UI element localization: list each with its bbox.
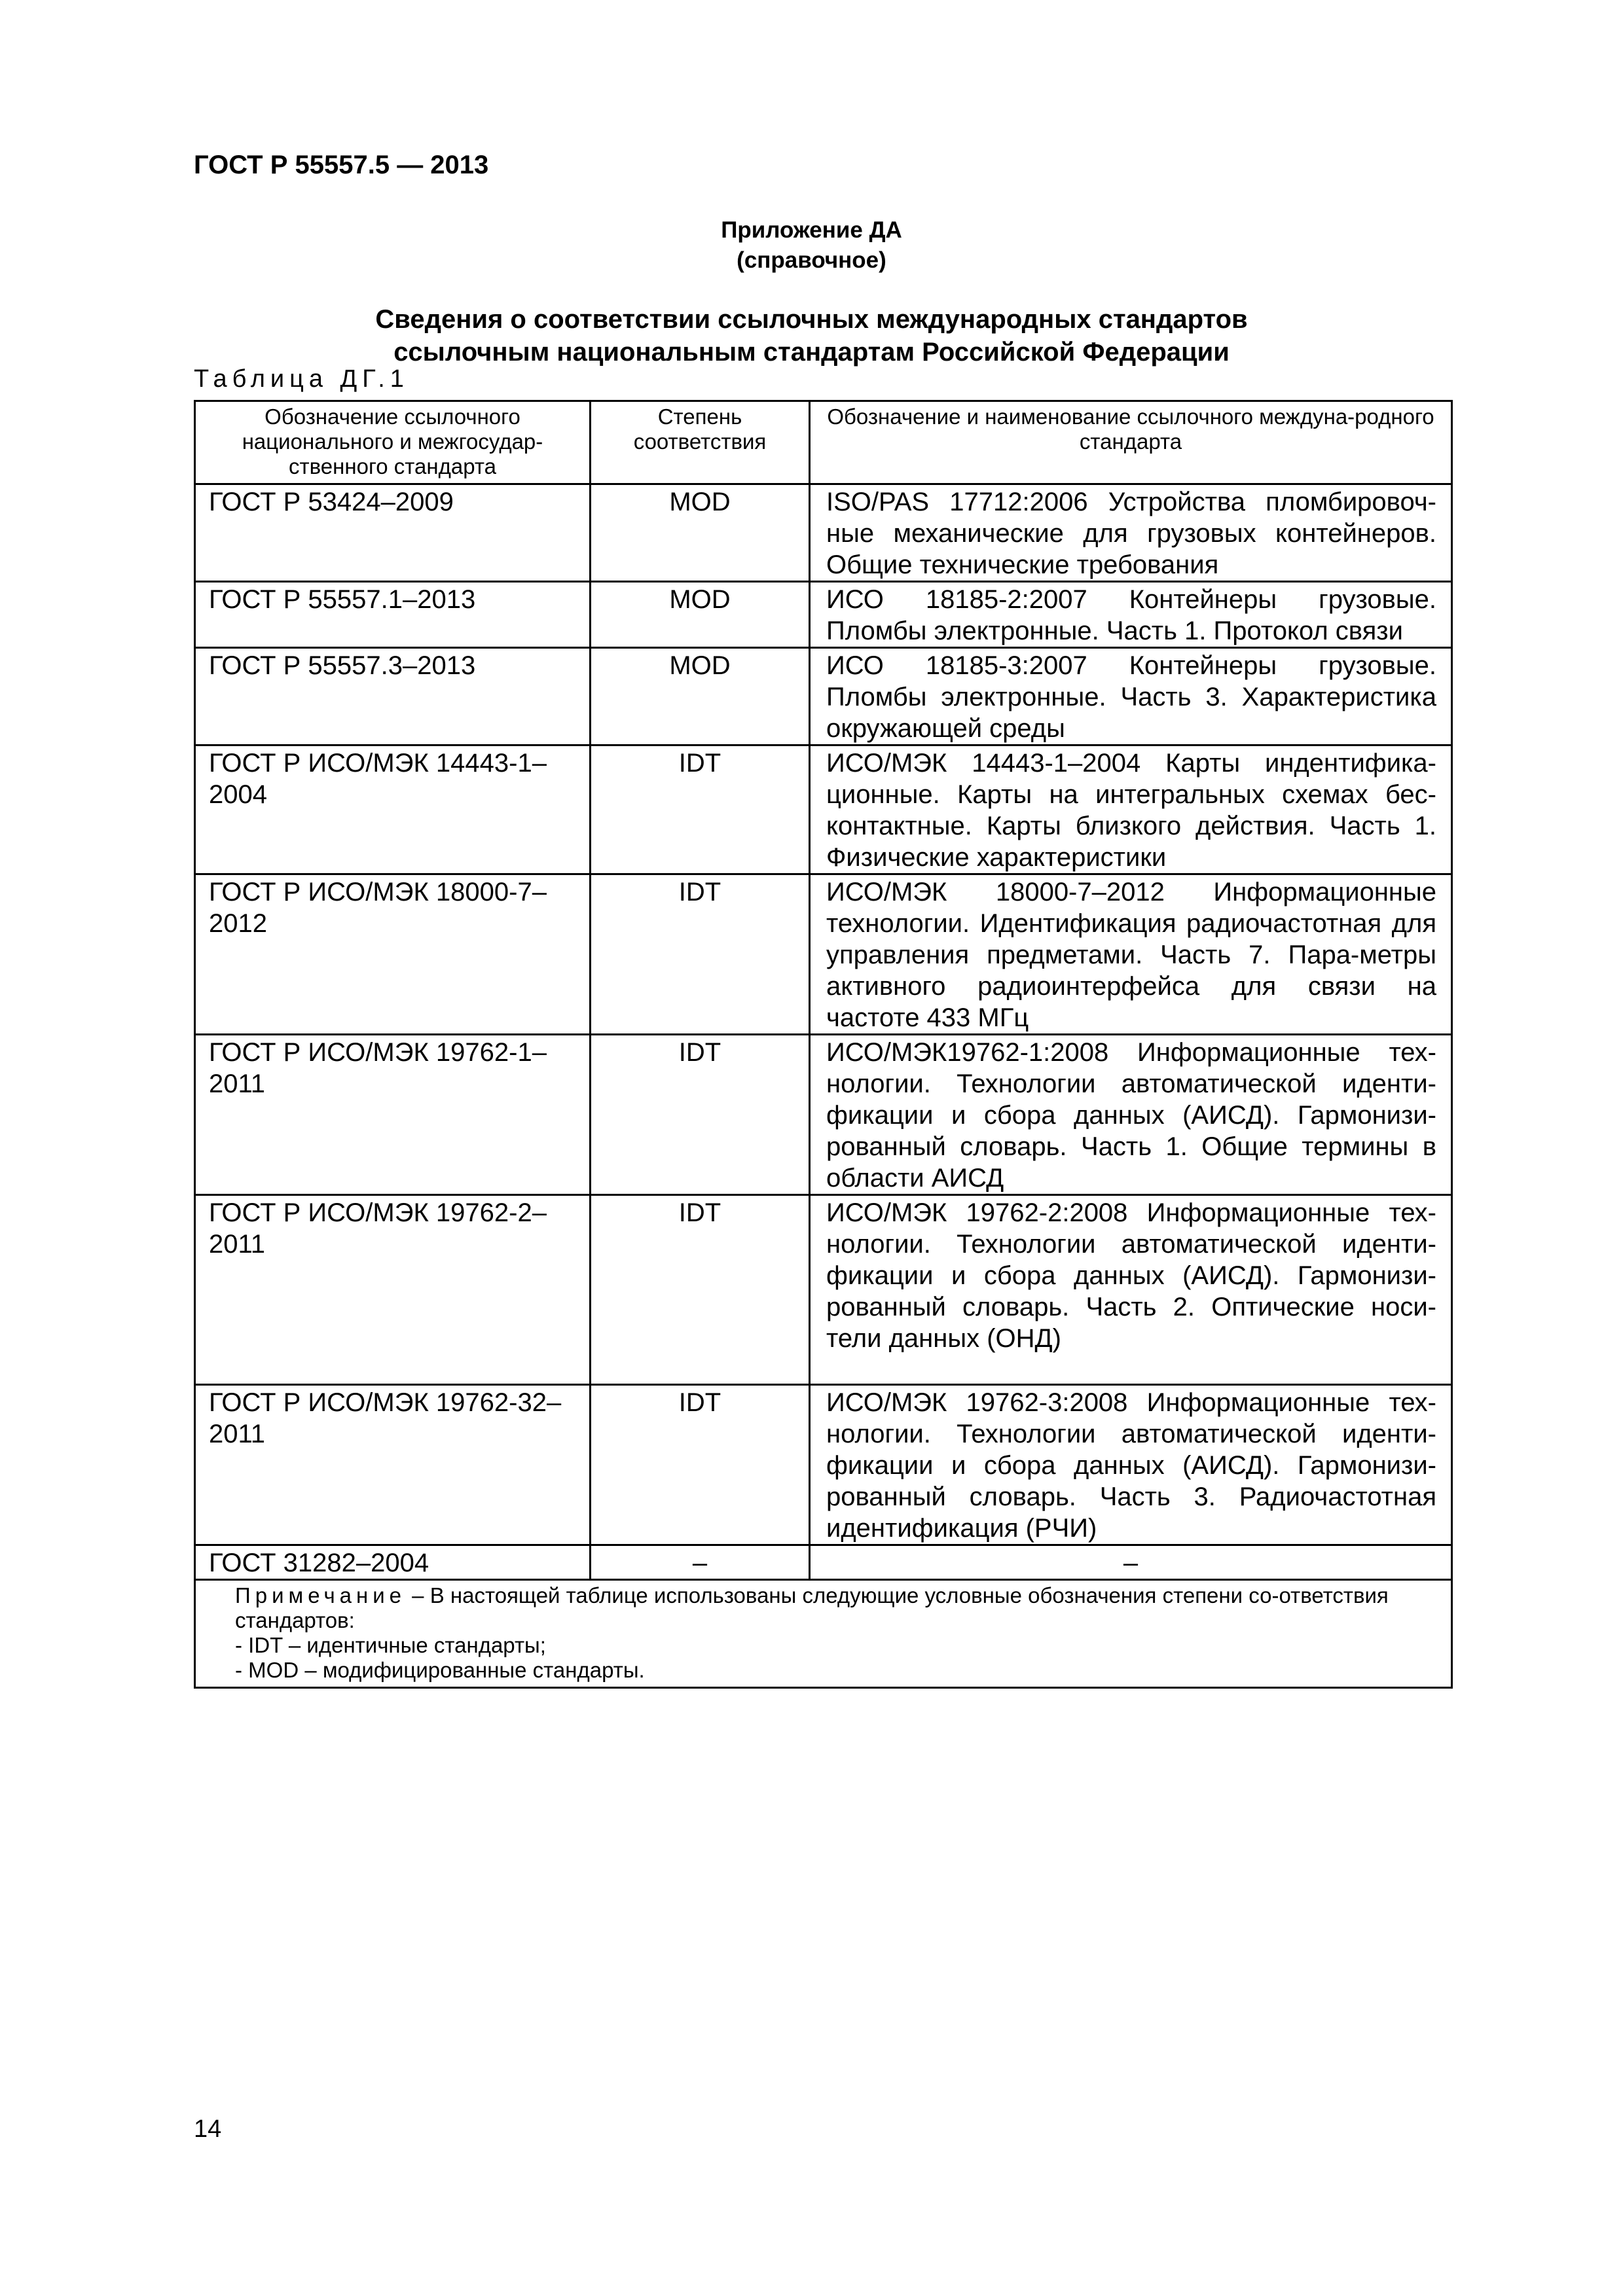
table-row: [195, 582, 1452, 648]
appendix-label: Приложение ДА: [721, 217, 902, 243]
degree-cell: IDT: [591, 745, 810, 874]
table-row: [195, 1385, 1452, 1545]
national-standard-cell: ГОСТ Р 55557.3–2013: [195, 648, 591, 745]
table-note-row: [195, 1580, 1452, 1688]
header-international-standard: Обозначение и наименование ссылочного междуна-родного стандарта: [810, 401, 1452, 484]
note-intro: – В настоящей таблице использованы следующие условные обозначения степени со-ответствия стандартов:: [235, 1583, 1389, 1632]
degree-cell: IDT: [591, 1035, 810, 1195]
international-standard-cell: ИСО 18185-2:2007 Контейнеры грузовые. Пломбы электронные. Часть 1. Протокол связи: [810, 582, 1452, 648]
note-item: - MOD – модифицированные стандарты.: [235, 1658, 645, 1682]
table-row: [195, 484, 1452, 582]
national-standard-cell: ГОСТ Р ИСО/МЭК 19762-32– 2011: [195, 1385, 591, 1545]
international-standard-cell: ИСО 18185-3:2007 Контейнеры грузовые. Пломбы электронные. Часть 3. Характеристика окружающей среды: [810, 648, 1452, 745]
national-standard-cell: ГОСТ Р ИСО/МЭК 19762-2–2011: [195, 1195, 591, 1385]
page-number: 14: [194, 2115, 222, 2143]
table-row: [195, 745, 1452, 874]
international-standard-cell: ИСО/МЭК 18000-7–2012 Информационные технологии. Идентификация радиочастотная для управления предметами. Часть 7. Пара-метры активного радиоинтерфейса для связи на частоте 433 МГц: [810, 874, 1452, 1035]
table-caption: Таблица ДГ.1: [194, 365, 409, 393]
document-header: ГОСТ Р 55557.5 — 2013: [194, 151, 489, 179]
international-standard-cell: –: [810, 1545, 1452, 1580]
international-standard-cell: ISO/PAS 17712:2006 Устройства пломбировоч-ные механические для грузовых контейнеров. Общие технические требования: [810, 484, 1452, 582]
degree-cell: –: [591, 1545, 810, 1580]
header-national-standard: Обозначение ссылочного национального и межгосудар-ственного стандарта: [195, 401, 591, 484]
table-note: [195, 1580, 1452, 1688]
header-degree: Степень соответствия: [591, 401, 810, 484]
international-standard-cell: ИСО/МЭК19762-1:2008 Информационные тех-нологии. Технологии автоматической иденти-фикации и сбора данных (АИСД). Гармонизи-рованный словарь. Часть 1. Общие термины в области АИСД: [810, 1035, 1452, 1195]
degree-cell: MOD: [591, 484, 810, 582]
degree-cell: IDT: [591, 1385, 810, 1545]
title-line-1: Сведения о соответствии ссылочных международных стандартов: [375, 305, 1248, 334]
table-row: [195, 874, 1452, 1035]
degree-cell: IDT: [591, 874, 810, 1035]
note-label: Примечание: [235, 1583, 407, 1607]
international-standard-cell: ИСО/МЭК 14443-1–2004 Карты индентифика-ционные. Карты на интегральных схемах бес-контактные. Карты близкого действия. Часть 1. Физические характеристики: [810, 745, 1452, 874]
national-standard-cell: ГОСТ Р ИСО/МЭК 18000-7–2012: [195, 874, 591, 1035]
title-line-2: ссылочным национальным стандартам Российской Федерации: [393, 338, 1230, 367]
table-row: [195, 1035, 1452, 1195]
national-standard-cell: ГОСТ Р 53424–2009: [195, 484, 591, 582]
appendix-kind: (справочное): [737, 247, 886, 273]
national-standard-cell: ГОСТ 31282–2004: [195, 1545, 591, 1580]
national-standard-cell: ГОСТ Р ИСО/МЭК 14443-1–2004: [195, 745, 591, 874]
degree-cell: MOD: [591, 648, 810, 745]
international-standard-cell: ИСО/МЭК 19762-2:2008 Информационные тех-нологии. Технологии автоматической иденти-фикации и сбора данных (АИСД). Гармонизи-рованный словарь. Часть 2. Оптические носи-тели данных (ОНД): [810, 1195, 1452, 1385]
degree-cell: IDT: [591, 1195, 810, 1385]
table-header-row: [195, 401, 1452, 484]
national-standard-cell: ГОСТ Р ИСО/МЭК 19762-1–2011: [195, 1035, 591, 1195]
national-standard-cell: ГОСТ Р 55557.1–2013: [195, 582, 591, 648]
table-row: [195, 648, 1452, 745]
international-standard-cell: ИСО/МЭК 19762-3:2008 Информационные тех-нологии. Технологии автоматической иденти-фикации и сбора данных (АИСД). Гармонизи-рованный словарь. Часть 3. Радиочастотная идентификация (РЧИ): [810, 1385, 1452, 1545]
note-text: [235, 1583, 1431, 1633]
degree-cell: MOD: [591, 582, 810, 648]
table-row: [195, 1545, 1452, 1580]
standards-table: [194, 400, 1453, 1689]
note-item: - IDT – идентичные стандарты;: [235, 1633, 546, 1657]
table-row: [195, 1195, 1452, 1385]
